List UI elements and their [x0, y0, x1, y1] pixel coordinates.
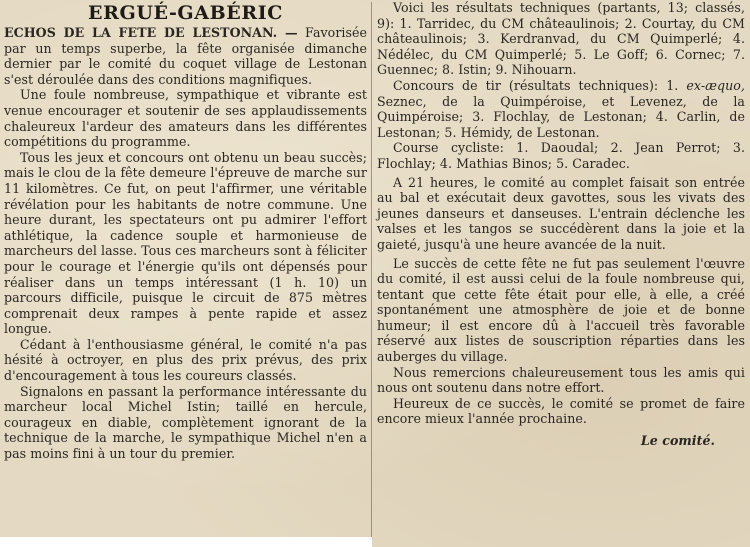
shooting-results: Seznec, de la Quimpéroise, et Levenez, de la Quimpéroise; 3. Flochlay, de Lestonan; 4. Carlin, de Lestonan; 5. Hémidy, de Lestonan.: [377, 93, 745, 140]
left-column: [4, 0, 367, 462]
scan-cut-edge: [0, 537, 372, 547]
promise-paragraph: Heureux de ce succès, le comité se promet de faire encore mieux l'année prochaine.: [377, 395, 745, 427]
committee-paragraph: Cédant à l'enthousiasme général, le comité n'a pas hésité à octroyer, en plus des prix prévus, des prix d'encouragement à tous les coureurs classés.: [4, 336, 367, 384]
shooting-intro: Concours de tir (résultats techniques): 1.: [393, 77, 679, 93]
right-column: [377, 0, 745, 449]
shooting-paragraph: [377, 78, 745, 140]
lead-paragraph: [4, 25, 367, 87]
crowd-paragraph: Une foule nombreuse, sympathique et vibrante est venue encourager et soutenir de ses applaudissements chaleureux l'ardeur des amateurs dans les différentes compétitions du programme.: [4, 87, 367, 150]
column-divider: [371, 2, 372, 542]
article-headline: ECHOS DE LA FETE DE LESTONAN. —: [4, 25, 298, 40]
ball-paragraph: A 21 heures, le comité au complet faisait son entrée au bal et exécutait deux gavottes, sous les vivats des jeunes danseurs et danseuses. L'entrain déclenche les valses et les tangos se succédèrent dans la joie et la gaieté, jusqu'à une heure avancée de la nuit.: [377, 174, 745, 252]
lead-text: Favorisée par un temps superbe, la fête organisée dimanche dernier par le comité du coquet village de Lestonan s'est déroulée dans des conditions magnifiques.: [4, 25, 367, 87]
games-paragraph: Tous les jeux et concours ont obtenu un beau succès; mais le clou de la fête demeure l'épreuve de marche sur 11 kilomètres. Ce fut, on peut l'affirmer, une véritable révélation pour les habitants de notre commune. Une heure durant, les spectateurs ont pu admirer l'effort athlétique, la cadence souple et harmonieuse de marcheurs del lasse. Tous ces marcheurs sont à féliciter pour le courage et l'énergie qu'ils ont dépensés pour réaliser dans un temps intéressant (1 h. 10) un parcours difficile, puisque le circuit de 875 mètres comprenait deux rampes à pente rapide et assez longue.: [4, 149, 367, 337]
cycling-paragraph: Course cycliste: 1. Daoudal; 2. Jean Perrot; 3. Flochlay; 4. Mathias Binos; 5. Caradec.: [377, 140, 745, 171]
signature: Le comité.: [640, 433, 715, 449]
istin-paragraph: Signalons en passant la performance intéressante du marcheur local Michel Istin; taillé en hercule, courageux en diable, complètement ignorant de la technique de la marche, le sympathique Michel n'en a pas moins fini à un tour du premier.: [4, 383, 367, 462]
shooting-exaequo: ex-æquo,: [686, 77, 745, 93]
success-paragraph: Le succès de cette fête ne fut pas seulement l'œuvre du comité, il est aussi celui de la foule nombreuse qui, tentant que cette fête était pour elle, à elle, a créé spontanément une atmosphère de joie et de bonne humeur; il est encore dû à l'accueil très favorable réservé aux listes de souscription réparties dans les auberges du village.: [377, 255, 745, 365]
results-paragraph: Voici les résultats techniques (partants, 13; classés, 9): 1. Tarridec, du CM châteaulinois; 2. Courtay, du CM châteaulinois; 3. Kerdranvad, du CM Quimperlé; 4. Nédélec, du CM Quimperlé; 5. Le Goff; 6. Cornec; 7. Guennec; 8. Istin; 9. Nihouarn.: [377, 0, 745, 78]
article-title: ERGUÉ-GABÉRIC: [88, 2, 283, 24]
thanks-paragraph: Nous remercions chaleureusement tous les amis qui nous ont soutenu dans notre effort.: [377, 364, 745, 396]
